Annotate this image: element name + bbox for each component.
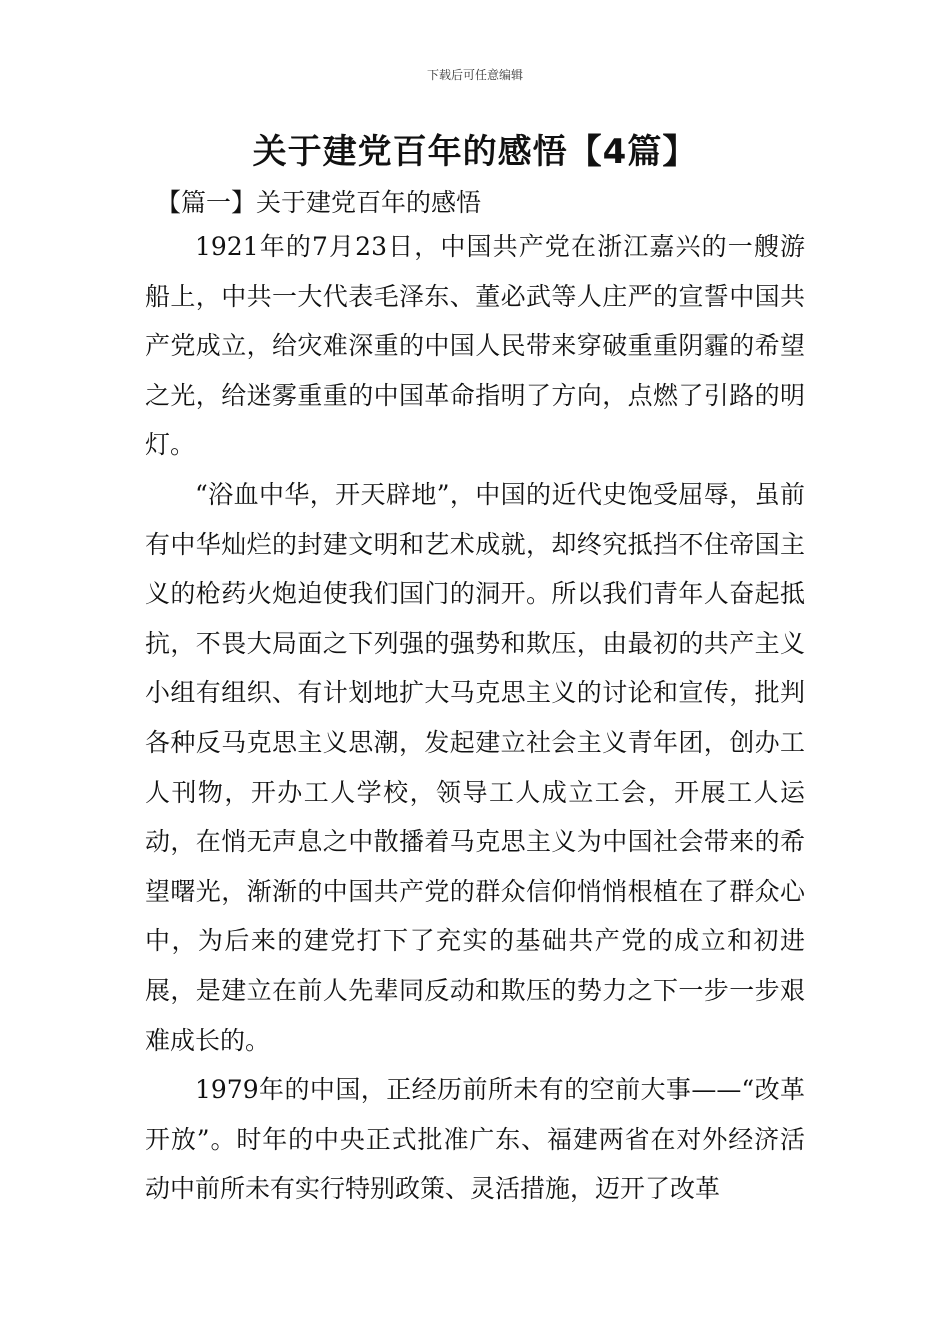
body-text (145, 222, 805, 1214)
paragraph-1: 1921年的7月23日，中国共产党在浙江嘉兴的一艘游船上，中共一大代表毛泽东、董必武等人庄严的宣誓中国共产党成立，给灾难深重的中国人民带来穿破重重阴霾的希望之光，给迷雾重重的中国革命指明了方向，点燃了引路的明灯。 (145, 232, 805, 460)
paragraph-3: 1979年的中国，正经历前所未有的空前大事——“改革开放”。时年的中央正式批准广东、福建两省在对外经济活动中前所未有实行特别政策、灵活措施，迈开了改革 (145, 1075, 805, 1204)
section-heading: 【篇一】关于建党百年的感悟 (156, 188, 482, 217)
paragraph-2: “浴血中华，开天辟地”，中国的近代史饱受屈辱，虽前有中华灿烂的封建文明和艺术成就，却终究抵挡不住帝国主义的枪药火炮迫使我们国门的洞开。所以我们青年人奋起抵抗，不畏大局面之下列强的强势和欺压，由最初的共产主义小组有组织、有计划地扩大马克思主义的讨论和宣传，批判各种反马克思主义思潮，发起建立社会主义青年团，创办工人刊物，开办工人学校，领导工人成立工会，开展工人运动，在悄无声息之中散播着马克思主义为中国社会带来的希望曙光，渐渐的中国共产党的群众信仰悄悄根植在了群众心中，为后来的建党打下了充实的基础共产党的成立和初进展，是建立在前人先辈同反动和欺压的势力之下一步一步艰难成长的。 (145, 479, 805, 1055)
header-note: 下载后可任意编辑 (426, 68, 523, 82)
document-title: 关于建党百年的感悟【4篇】 (252, 132, 698, 172)
